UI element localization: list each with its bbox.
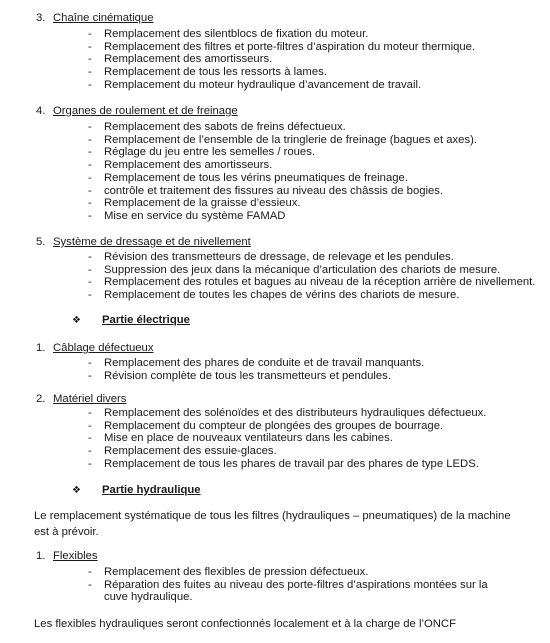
- list-item-text: Remplacement des phares de conduite et de travail manquants.: [104, 357, 425, 369]
- list-item-text: Suppression des jeux dans la mécanique d’articulation des chariots de mesure.: [104, 263, 501, 276]
- bullet-dash: -: [88, 357, 92, 369]
- section-title: Matériel divers: [53, 393, 127, 405]
- bullet-dash: -: [88, 369, 92, 382]
- list-item-text: Remplacement des solénoïdes et des distributeurs hydrauliques défectueux.: [104, 407, 487, 419]
- list-item-text: Remplacement des flexibles de pression défectueux.: [104, 566, 369, 578]
- list-item: [88, 432, 486, 445]
- list-item: [88, 146, 477, 159]
- bullet-dash: -: [88, 578, 92, 591]
- list-item: [88, 210, 477, 223]
- list-item: [88, 134, 477, 147]
- list-item: [88, 566, 504, 579]
- bullet-dash: -: [88, 407, 92, 419]
- list-item: [88, 370, 424, 383]
- list-item-text: Remplacement des amortisseurs.: [104, 53, 273, 66]
- section-heading-organes-roulement: [36, 104, 238, 118]
- list-item: [88, 53, 475, 66]
- bullet-dash: -: [88, 457, 92, 470]
- section-heading-dressage-nivellement: [36, 235, 251, 249]
- list-item: [88, 420, 486, 433]
- section-number: 1.: [36, 342, 46, 354]
- list-item-text: Révision complète de tous les transmetteurs et pendules.: [104, 369, 391, 382]
- section-number: 5.: [36, 236, 46, 248]
- hydraulique-intro-paragraph: Le remplacement systématique de tous les filtres (hydrauliques – pneumatiques) de la machine est à prévoir.: [34, 510, 511, 538]
- section-heading-cablage: [36, 341, 154, 355]
- list-item: [88, 264, 535, 277]
- section-number: 1.: [36, 550, 46, 562]
- list-item-text: Remplacement des essuie-glaces.: [104, 445, 277, 458]
- bullet-dash: -: [88, 159, 92, 172]
- list-item-text: Remplacement du moteur hydraulique d’avancement de travail.: [104, 78, 422, 91]
- list-item: [88, 121, 477, 134]
- bullet-dash: -: [88, 419, 92, 432]
- section-number: 4.: [36, 105, 46, 117]
- list-item-text: Mise en service du système FAMAD: [104, 209, 286, 222]
- section-number: 3.: [36, 12, 46, 24]
- list-item-text: Remplacement des sabots de freins défectueux.: [104, 121, 346, 133]
- list-item-text: Réglage du jeu entre les semelles / roues.: [104, 146, 315, 159]
- list-item-text: Réparation des fuites au niveau des porte-filtres d’aspirations montées sur la cuve hydraulique.: [104, 578, 488, 604]
- list-item-text: Remplacement de toutes les chapes de vérins des chariots de mesure.: [104, 289, 460, 302]
- diamond-bullet-icon: ❖: [72, 315, 81, 326]
- list-item-text: Mise en place de nouveaux ventilateurs dans les cabines.: [104, 432, 393, 445]
- list-item: [88, 251, 535, 264]
- section-heading-chaine-cinematique: [36, 11, 153, 25]
- section-list-materiel-divers: [88, 407, 486, 471]
- list-item-text: Remplacement de tous les phares de travail par des phares de type LEDS.: [104, 457, 479, 470]
- bullet-dash: -: [88, 133, 92, 146]
- list-item-text: Remplacement de l’ensemble de la tringlerie de freinage (bagues et axes).: [104, 133, 478, 146]
- bullet-dash: -: [88, 78, 92, 91]
- bullet-dash: -: [88, 146, 92, 159]
- bullet-dash: -: [88, 251, 92, 263]
- list-item: [88, 357, 424, 370]
- bullet-dash: -: [88, 171, 92, 184]
- list-item: [88, 197, 477, 210]
- list-item-text: Remplacement de la graisse d’essieux.: [104, 197, 301, 210]
- list-item: [88, 172, 477, 185]
- list-item: [88, 458, 486, 471]
- section-heading-flexibles: [36, 549, 98, 563]
- list-item: [88, 159, 477, 172]
- bullet-dash: -: [88, 276, 92, 289]
- part-heading-hydraulique: [72, 483, 201, 498]
- list-item-text: Remplacement des amortisseurs.: [104, 159, 273, 172]
- section-list-dressage-nivellement: [88, 251, 535, 302]
- bullet-dash: -: [88, 432, 92, 445]
- part-title: Partie électrique: [102, 314, 190, 326]
- bullet-dash: -: [88, 184, 92, 197]
- bullet-dash: -: [88, 263, 92, 276]
- list-item-text: Remplacement de tous les vérins pneumatiques de freinage.: [104, 171, 408, 184]
- list-item-text: Remplacement des filtres et porte-filtres d’aspiration du moteur thermique.: [104, 40, 476, 53]
- list-item: [88, 79, 475, 92]
- list-item: [88, 185, 477, 198]
- list-item-text: contrôle et traitement des fissures au niveau des châssis de bogies.: [104, 184, 444, 197]
- bullet-dash: -: [88, 28, 92, 40]
- bullet-dash: -: [88, 121, 92, 133]
- section-title: Chaîne cinématique: [53, 12, 154, 24]
- list-item: [88, 289, 535, 302]
- bullet-dash: -: [88, 566, 92, 578]
- bullet-dash: -: [88, 53, 92, 66]
- list-item: [88, 579, 504, 604]
- list-item: [88, 445, 486, 458]
- list-item-text: Remplacement de tous les ressorts à lames.: [104, 66, 327, 79]
- part-heading-electrique: [72, 313, 190, 328]
- closing-note: Les flexibles hydrauliques seront confectionnés localement et à la charge de l’ONCF: [34, 618, 456, 630]
- section-title: Flexibles: [53, 550, 98, 562]
- section-title: Système de dressage et de nivellement: [53, 236, 251, 248]
- bullet-dash: -: [88, 197, 92, 210]
- list-item-text: Remplacement du compteur de plongées des groupes de bourrage.: [104, 419, 444, 432]
- section-list-chaine-cinematique: [88, 28, 475, 92]
- section-title: Câblage défectueux: [53, 342, 154, 354]
- list-item-text: Remplacement des silentblocs de fixation du moteur.: [104, 28, 369, 40]
- bullet-dash: -: [88, 66, 92, 79]
- list-item: [88, 66, 475, 79]
- list-item-text: Remplacement des rotules et bagues au niveau de la réception arrière de nivellement.: [104, 276, 536, 289]
- bullet-dash: -: [88, 40, 92, 53]
- bullet-dash: -: [88, 289, 92, 302]
- section-title: Organes de roulement et de freinage: [53, 105, 238, 117]
- bullet-dash: -: [88, 209, 92, 222]
- list-item: [88, 407, 486, 420]
- section-number: 2.: [36, 393, 46, 405]
- section-heading-materiel-divers: [36, 392, 126, 406]
- list-item: [88, 41, 475, 54]
- section-list-flexibles: [88, 566, 504, 604]
- list-item: [88, 28, 475, 41]
- section-list-cablage: [88, 357, 424, 382]
- list-item-text: Révision des transmetteurs de dressage, de relevage et les pendules.: [104, 251, 454, 263]
- bullet-dash: -: [88, 445, 92, 458]
- section-list-organes-roulement: [88, 121, 477, 223]
- list-item: [88, 276, 535, 289]
- diamond-bullet-icon: ❖: [72, 485, 81, 496]
- part-title: Partie hydraulique: [102, 484, 201, 496]
